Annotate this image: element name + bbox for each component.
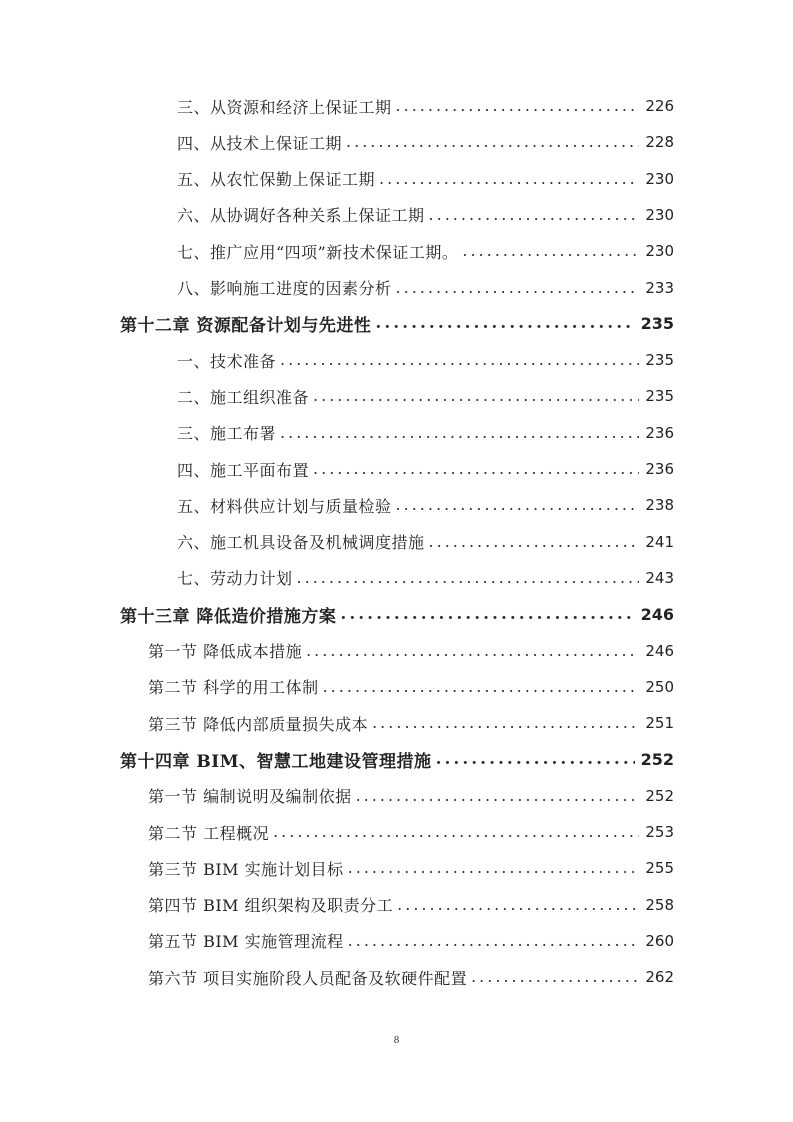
toc-dot-leader xyxy=(356,788,640,804)
toc-entry-page: 255 xyxy=(645,859,674,878)
toc-entry-title: 第一节 降低成本措施 xyxy=(148,642,303,661)
toc-entry-title: 第二节 科学的用工体制 xyxy=(148,678,319,698)
toc-section-entry[interactable] xyxy=(177,270,674,306)
toc-entry-page: 230 xyxy=(645,169,674,188)
toc-entry-page: 243 xyxy=(645,568,674,587)
toc-entry-page: 241 xyxy=(645,532,674,551)
toc-entry-title: 五、从农忙保勤上保证工期 xyxy=(177,170,376,190)
toc-entry-title: 二、施工组织准备 xyxy=(177,387,310,407)
toc-chapter-entry[interactable] xyxy=(120,596,674,632)
toc-entry-title: 六、从协调好各种关系上保证工期 xyxy=(177,206,425,226)
toc-entry-title: 七、推广应用“四项”新技术保证工期。 xyxy=(177,242,459,262)
toc-dot-leader xyxy=(340,606,634,623)
toc-entry-page: 260 xyxy=(645,931,674,950)
toc-entry-title: 四、施工平面布置 xyxy=(177,460,310,480)
toc-dot-leader xyxy=(280,425,639,441)
toc-entry-page: 250 xyxy=(645,677,674,696)
toc-section-entry[interactable] xyxy=(177,378,674,414)
toc-dot-leader xyxy=(471,969,639,985)
toc-entry-title: 第二节 工程概况 xyxy=(148,823,270,843)
toc-entry-title: 第三节 降低内部质量损失成本 xyxy=(148,714,369,734)
toc-dot-leader xyxy=(346,134,639,150)
toc-entry-page: 228 xyxy=(645,133,674,152)
toc-section-entry[interactable] xyxy=(148,959,674,995)
toc-entry-page: 251 xyxy=(645,714,674,733)
toc-dot-leader xyxy=(348,860,640,876)
toc-dot-leader xyxy=(372,715,639,731)
toc-dot-leader xyxy=(397,897,639,913)
toc-chapter-entry[interactable] xyxy=(120,306,674,342)
toc-entry-title: 第五节 BIM 实施管理流程 xyxy=(148,932,344,952)
toc-dot-leader xyxy=(313,461,639,477)
toc-section-entry[interactable] xyxy=(177,560,674,596)
toc-entry-title: 三、施工布署 xyxy=(177,424,277,444)
toc-dot-leader xyxy=(297,570,640,586)
toc-section-entry[interactable] xyxy=(148,923,674,959)
toc-entry-title: 第六节 项目实施阶段人员配备及软硬件配置 xyxy=(148,968,468,988)
toc-entry-title: 第四节 BIM 组织架构及职责分工 xyxy=(148,896,394,916)
toc-dot-leader xyxy=(306,643,639,659)
toc-section-entry[interactable] xyxy=(148,814,674,850)
toc-dot-leader xyxy=(462,243,639,259)
toc-dot-leader xyxy=(273,824,639,840)
toc-entry-page: 262 xyxy=(645,968,674,987)
toc-entry-page: 235 xyxy=(645,351,674,370)
toc-entry-page: 235 xyxy=(645,387,674,406)
toc-section-entry[interactable] xyxy=(177,161,674,197)
toc-section-entry[interactable] xyxy=(177,342,674,378)
toc-section-entry[interactable] xyxy=(148,705,674,741)
toc-section-entry[interactable] xyxy=(177,451,674,487)
page-number: 8 xyxy=(393,1034,400,1046)
toc-section-entry[interactable] xyxy=(148,633,674,669)
toc-dot-leader xyxy=(379,171,639,187)
toc-section-entry[interactable] xyxy=(177,524,674,560)
toc-entry-page: 235 xyxy=(640,314,674,334)
toc-dot-leader xyxy=(429,207,640,223)
toc-section-entry[interactable] xyxy=(148,850,674,886)
toc-entry-page: 236 xyxy=(645,423,674,442)
toc-dot-leader xyxy=(323,679,640,695)
toc-entry-title: 第三节 BIM 实施计划目标 xyxy=(148,859,344,879)
toc-entry-page: 252 xyxy=(645,786,674,805)
toc-dot-leader xyxy=(396,497,640,513)
toc-entry-page: 246 xyxy=(640,604,674,624)
toc-entry-page: 236 xyxy=(645,460,674,478)
toc-dot-leader xyxy=(313,388,639,404)
toc-entry-page: 230 xyxy=(645,242,674,261)
toc-dot-leader xyxy=(396,280,640,296)
toc-entry-page: 226 xyxy=(645,97,674,115)
toc-section-entry[interactable] xyxy=(148,778,674,814)
toc-entry-page: 258 xyxy=(645,895,674,914)
toc-section-entry[interactable] xyxy=(177,197,674,233)
toc-entry-title: 七、劳动力计划 xyxy=(177,569,293,589)
toc-dot-leader xyxy=(375,315,634,332)
toc-dot-leader xyxy=(396,98,640,114)
toc-entry-title: 五、材料供应计划与质量检验 xyxy=(177,496,392,516)
toc-dot-leader xyxy=(429,534,640,550)
toc-entry-title: 三、从资源和经济上保证工期 xyxy=(177,97,392,117)
toc-entry-page: 233 xyxy=(645,278,674,297)
toc-dot-leader xyxy=(436,751,635,768)
toc-entry-title: 八、影响施工进度的因素分析 xyxy=(177,279,392,298)
toc-section-entry[interactable] xyxy=(177,487,674,523)
toc-section-entry[interactable] xyxy=(177,124,674,160)
toc-dot-leader xyxy=(280,352,639,368)
toc-entry-page: 253 xyxy=(645,823,674,841)
toc-section-entry[interactable] xyxy=(148,669,674,705)
toc-section-entry[interactable] xyxy=(177,233,674,269)
toc-dot-leader xyxy=(348,933,640,949)
toc-entry-title: 一、技术准备 xyxy=(177,351,277,371)
toc-entry-title: 第十四章 BIM、智慧工地建设管理措施 xyxy=(120,751,432,772)
toc-entry-title: 第一节 编制说明及编制依据 xyxy=(148,787,352,807)
toc-entry-page: 238 xyxy=(645,496,674,515)
toc-section-entry[interactable] xyxy=(148,887,674,923)
toc-entry-title: 第十二章 资源配备计划与先进性 xyxy=(120,316,372,337)
toc-section-entry[interactable] xyxy=(177,415,674,451)
toc-entry-title: 第十三章 降低造价措施方案 xyxy=(120,606,337,627)
toc-entry-title: 四、从技术上保证工期 xyxy=(177,133,343,153)
toc-entry-page: 230 xyxy=(645,205,674,224)
toc-chapter-entry[interactable] xyxy=(120,741,674,777)
toc-entry-page: 252 xyxy=(640,749,674,769)
toc-entry-title: 六、施工机具设备及机械调度措施 xyxy=(177,533,425,553)
toc-entry-page: 246 xyxy=(645,641,674,660)
toc-section-entry[interactable] xyxy=(177,88,674,124)
